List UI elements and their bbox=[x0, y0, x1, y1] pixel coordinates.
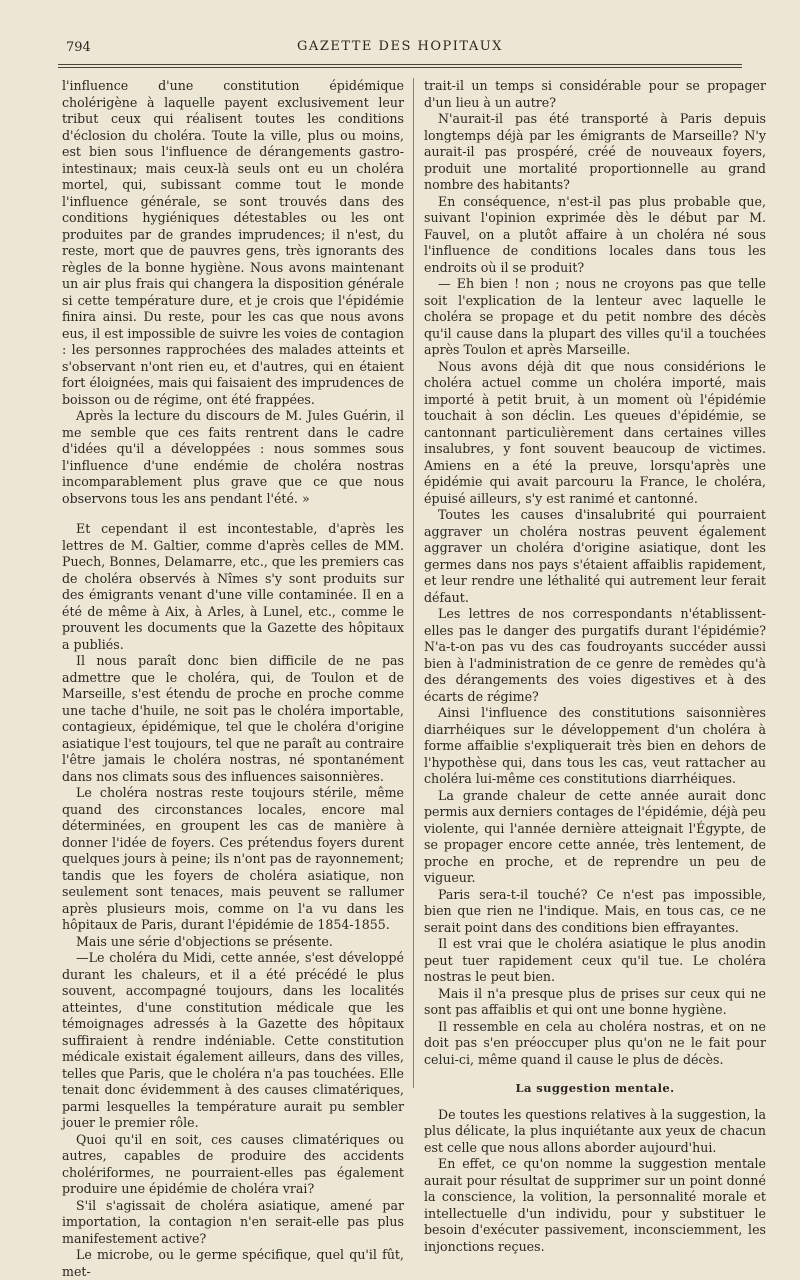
paragraph: Nous avons déjà dit que nous considérions le choléra actuel comme un choléra importé, mais importé à petit bruit, à un moment où l'épidémie touchait à son déclin. Les queues d'épidémie, se cantonnant particulièrement dans certaines villes insalubres, y font souvent beaucoup de victimes. Amiens en a été la preuve, lorsqu'après une épidémie qui avait parcouru la France, le choléra, épuisé ailleurs, s'y est ranimé et cantonné. bbox=[424, 358, 766, 506]
paragraph: Le microbe, ou le germe spécifique, quel qu'il fût, met- bbox=[62, 1247, 404, 1279]
paragraph: —Le choléra du Midi, cette année, s'est développé durant les chaleurs, et il a été précédé le plus souvent, accompagné toujours, dans les localités atteintes, d'une constitution médicale que les témoignages adressés à la Gazette des hôpitaux suffiraient à rendre indéniable. Cette constitution médicale existait également ailleurs, dans des villes, telles que Paris, que le choléra n'a pas touchées. Elle tenait donc évidemment à des causes climatériques, parmi lesquelles la température aurait pu sembler jouer le premier rôle. bbox=[62, 950, 404, 1130]
paragraph: De toutes les questions relatives à la suggestion, la plus délicate, la plus inquiétante aux yeux de chacun est celle que nous allons aborder aujourd'hui. bbox=[424, 1106, 766, 1155]
paragraph: En conséquence, n'est-il pas plus probable que, suivant l'opinion exprimée dès le début par M. Fauvel, on a plutôt affaire à un choléra né sous l'influence de conditions locales dans tous les endroits où il se produit? bbox=[424, 193, 766, 275]
paragraph: Ainsi l'influence des constitutions saisonnières diarrhéiques sur le développement d'un choléra à forme affaiblie s'expliquerait très bien en dehors de l'hypothèse qui, dans tous les cas, veut rattacher au choléra lui-même ces constitutions diarrhéiques. bbox=[424, 705, 766, 786]
paragraph: Quoi qu'il en soit, ces causes climatériques ou autres, capables de produire des accidents cholériformes, ne pourraient-elles pas également produire une épidémie de choléra vrai? bbox=[62, 1131, 404, 1196]
paragraph: Et cependant il est incontestable, d'après les lettres de M. Galtier, comme d'après celles de MM. Puech, Bonnes, Delamarre, etc., que les premiers cas de choléra observés à Nîmes s'y sont produits sur des émigrants venant d'une ville contaminée. Il en a été de même à Aix, à Arles, à Lunel, etc., comme le prouvent les documents que la Gazette des hôpitaux a publiés. bbox=[62, 521, 404, 652]
left-column bbox=[62, 78, 404, 1280]
header-rule-bottom bbox=[58, 67, 742, 68]
paragraph: Mais une série d'objections se présente. bbox=[76, 933, 333, 949]
journal-title: GAZETTE DES HOPITAUX bbox=[297, 39, 503, 54]
paragraph: Il nous paraît donc bien difficile de ne pas admettre que le choléra, qui, de Toulon et de Marseille, s'est étendu de proche en proche comme une tache d'huile, ne soit pas le choléra importable, contagieux, épidémique, tel que le choléra d'origine asiatique l'est toujours, tel que ne paraît au contraire l'être jamais le choléra nostras, né spontanément dans nos climats sous des influences saisonnières. bbox=[62, 653, 404, 784]
paragraph: Il est vrai que le choléra asiatique le plus anodin peut tuer rapidement ceux qu'il tue. Le choléra nostras le peut bien. bbox=[424, 936, 766, 984]
paragraph: Les lettres de nos correspondants n'établissent-elles pas le danger des purgatifs durant l'épidémie? N'a-t-on pas vu des cas foudroyants succéder aussi bien à l'administration de ce genre de remèdes qu'à des dérangements des voies digestives et à des écarts de régime? bbox=[424, 606, 766, 704]
paragraph: — Eh bien ! non ; nous ne croyons pas que telle soit l'explication de la lenteur avec laquelle le choléra se propage et du petit nombre des décès qu'il cause dans la plupart des villes qu'il a touchées après Toulon et après Marseille. bbox=[424, 276, 766, 357]
right-column bbox=[424, 78, 766, 1255]
paragraph: S'il s'agissait de choléra asiatique, amené par importation, la contagion n'en serait-elle pas plus manifestement active? bbox=[62, 1197, 404, 1246]
paragraph: Paris sera-t-il touché? Ce n'est pas impossible, bien que rien ne l'indique. Mais, en tous cas, ce ne serait point dans des conditions bien effrayantes. bbox=[424, 886, 766, 935]
column-divider bbox=[413, 78, 414, 1088]
paragraph: En effet, ce qu'on nomme la suggestion mentale aurait pour résultat de supprimer sur un point donné la conscience, la volition, la personnalité morale et intellectuelle d'un individu, pour y substituer le besoin d'exécuter passivement, inconsciemment, les injonctions reçues. bbox=[424, 1156, 766, 1254]
paragraph: Le choléra nostras reste toujours stérile, même quand des circonstances locales, encore mal déterminées, en groupent les cas de manière à donner l'idée de foyers. Ces prétendus foyers durent quelques jours à peine; ils n'ont pas de rayonnement; tandis que les foyers de choléra asiatique, non seulement sont tenaces, mais peuvent se rallumer après plusieurs mois, comme on l'a vu dans les hôpitaux de Paris, durant l'épidémie de 1854-1855. bbox=[62, 785, 404, 932]
paragraph: Toutes les causes d'insalubrité qui pourraient aggraver un choléra nostras peuvent également aggraver un choléra d'origine asiatique, dont les germes dans nos pays s'étaient affaiblis rapidement, et leur rendre une léthalité qui autrement leur ferait défaut. bbox=[424, 507, 766, 605]
page-number: 794 bbox=[66, 40, 91, 55]
paragraph: Il ressemble en cela au choléra nostras, et on ne doit pas s'en préoccuper plus qu'on ne le fait pour celui-ci, même quand il cause le plus de décès. bbox=[424, 1018, 766, 1067]
paragraph: Après la lecture du discours de M. Jules Guérin, il me semble que ces faits rentrent dans le cadre d'idées qu'il a développées : nous sommes sous l'influence d'une endémie de choléra nostras incomparablement plus grave que ce que nous observons tous les ans pendant l'été. » bbox=[62, 408, 404, 506]
paragraph: l'influence d'une constitution épidémique cholérigène à laquelle payent exclusivement leur tribut ceux qui réalisent toutes les conditions d'éclosion du choléra. Toute la ville, plus ou moins, est bien sous l'influence de dérangements gastro-intestinaux; mais ceux-là seuls ont eu un choléra mortel, qui, subissant comme tout le monde l'influence générale, se sont trouvés dans des conditions hygiéniques détestables ou les ont produites par de grandes imprudences; il n'est, du reste, mort que de pauvres gens, très ignorants des règles de la bonne hygiène. Nous avons maintenant un air plus frais qui changera la disposition générale si cette température dure, et je crois que l'épidémie finira ainsi. Du reste, pour les cas que nous avons eus, il est impossible de suivre les voies de contagion : les personnes rapprochées des malades atteints et s'observant n'ont rien eu, et d'autres, qui en étaient fort éloignées, mais qui faisaient des imprudences de boisson ou de régime, ont été frappées. bbox=[62, 78, 404, 407]
section-title: La suggestion mentale. bbox=[515, 1081, 675, 1095]
paragraph: N'aurait-il pas été transporté à Paris depuis longtemps déjà par les émigrants de Marseille? N'y aurait-il pas prospéré, créé de nouveaux foyers, produit une mortalité proportionnelle au grand nombre des habitants? bbox=[424, 111, 766, 192]
paragraph: Mais il n'a presque plus de prises sur ceux qui ne sont pas affaiblis et qui ont une bonne hygiène. bbox=[424, 985, 766, 1017]
paragraph: trait-il un temps si considérable pour se propager d'un lieu à un autre? bbox=[424, 78, 766, 110]
page-header bbox=[58, 30, 742, 60]
header-rule-top bbox=[58, 64, 742, 65]
paragraph: La grande chaleur de cette année aurait donc permis aux derniers contages de l'épidémie, déjà peu violente, qui l'année dernière atteignait l'Égypte, de se propager encore cette année, très lentement, de proche en proche, et de reprendre un peu de vigueur. bbox=[424, 787, 766, 885]
